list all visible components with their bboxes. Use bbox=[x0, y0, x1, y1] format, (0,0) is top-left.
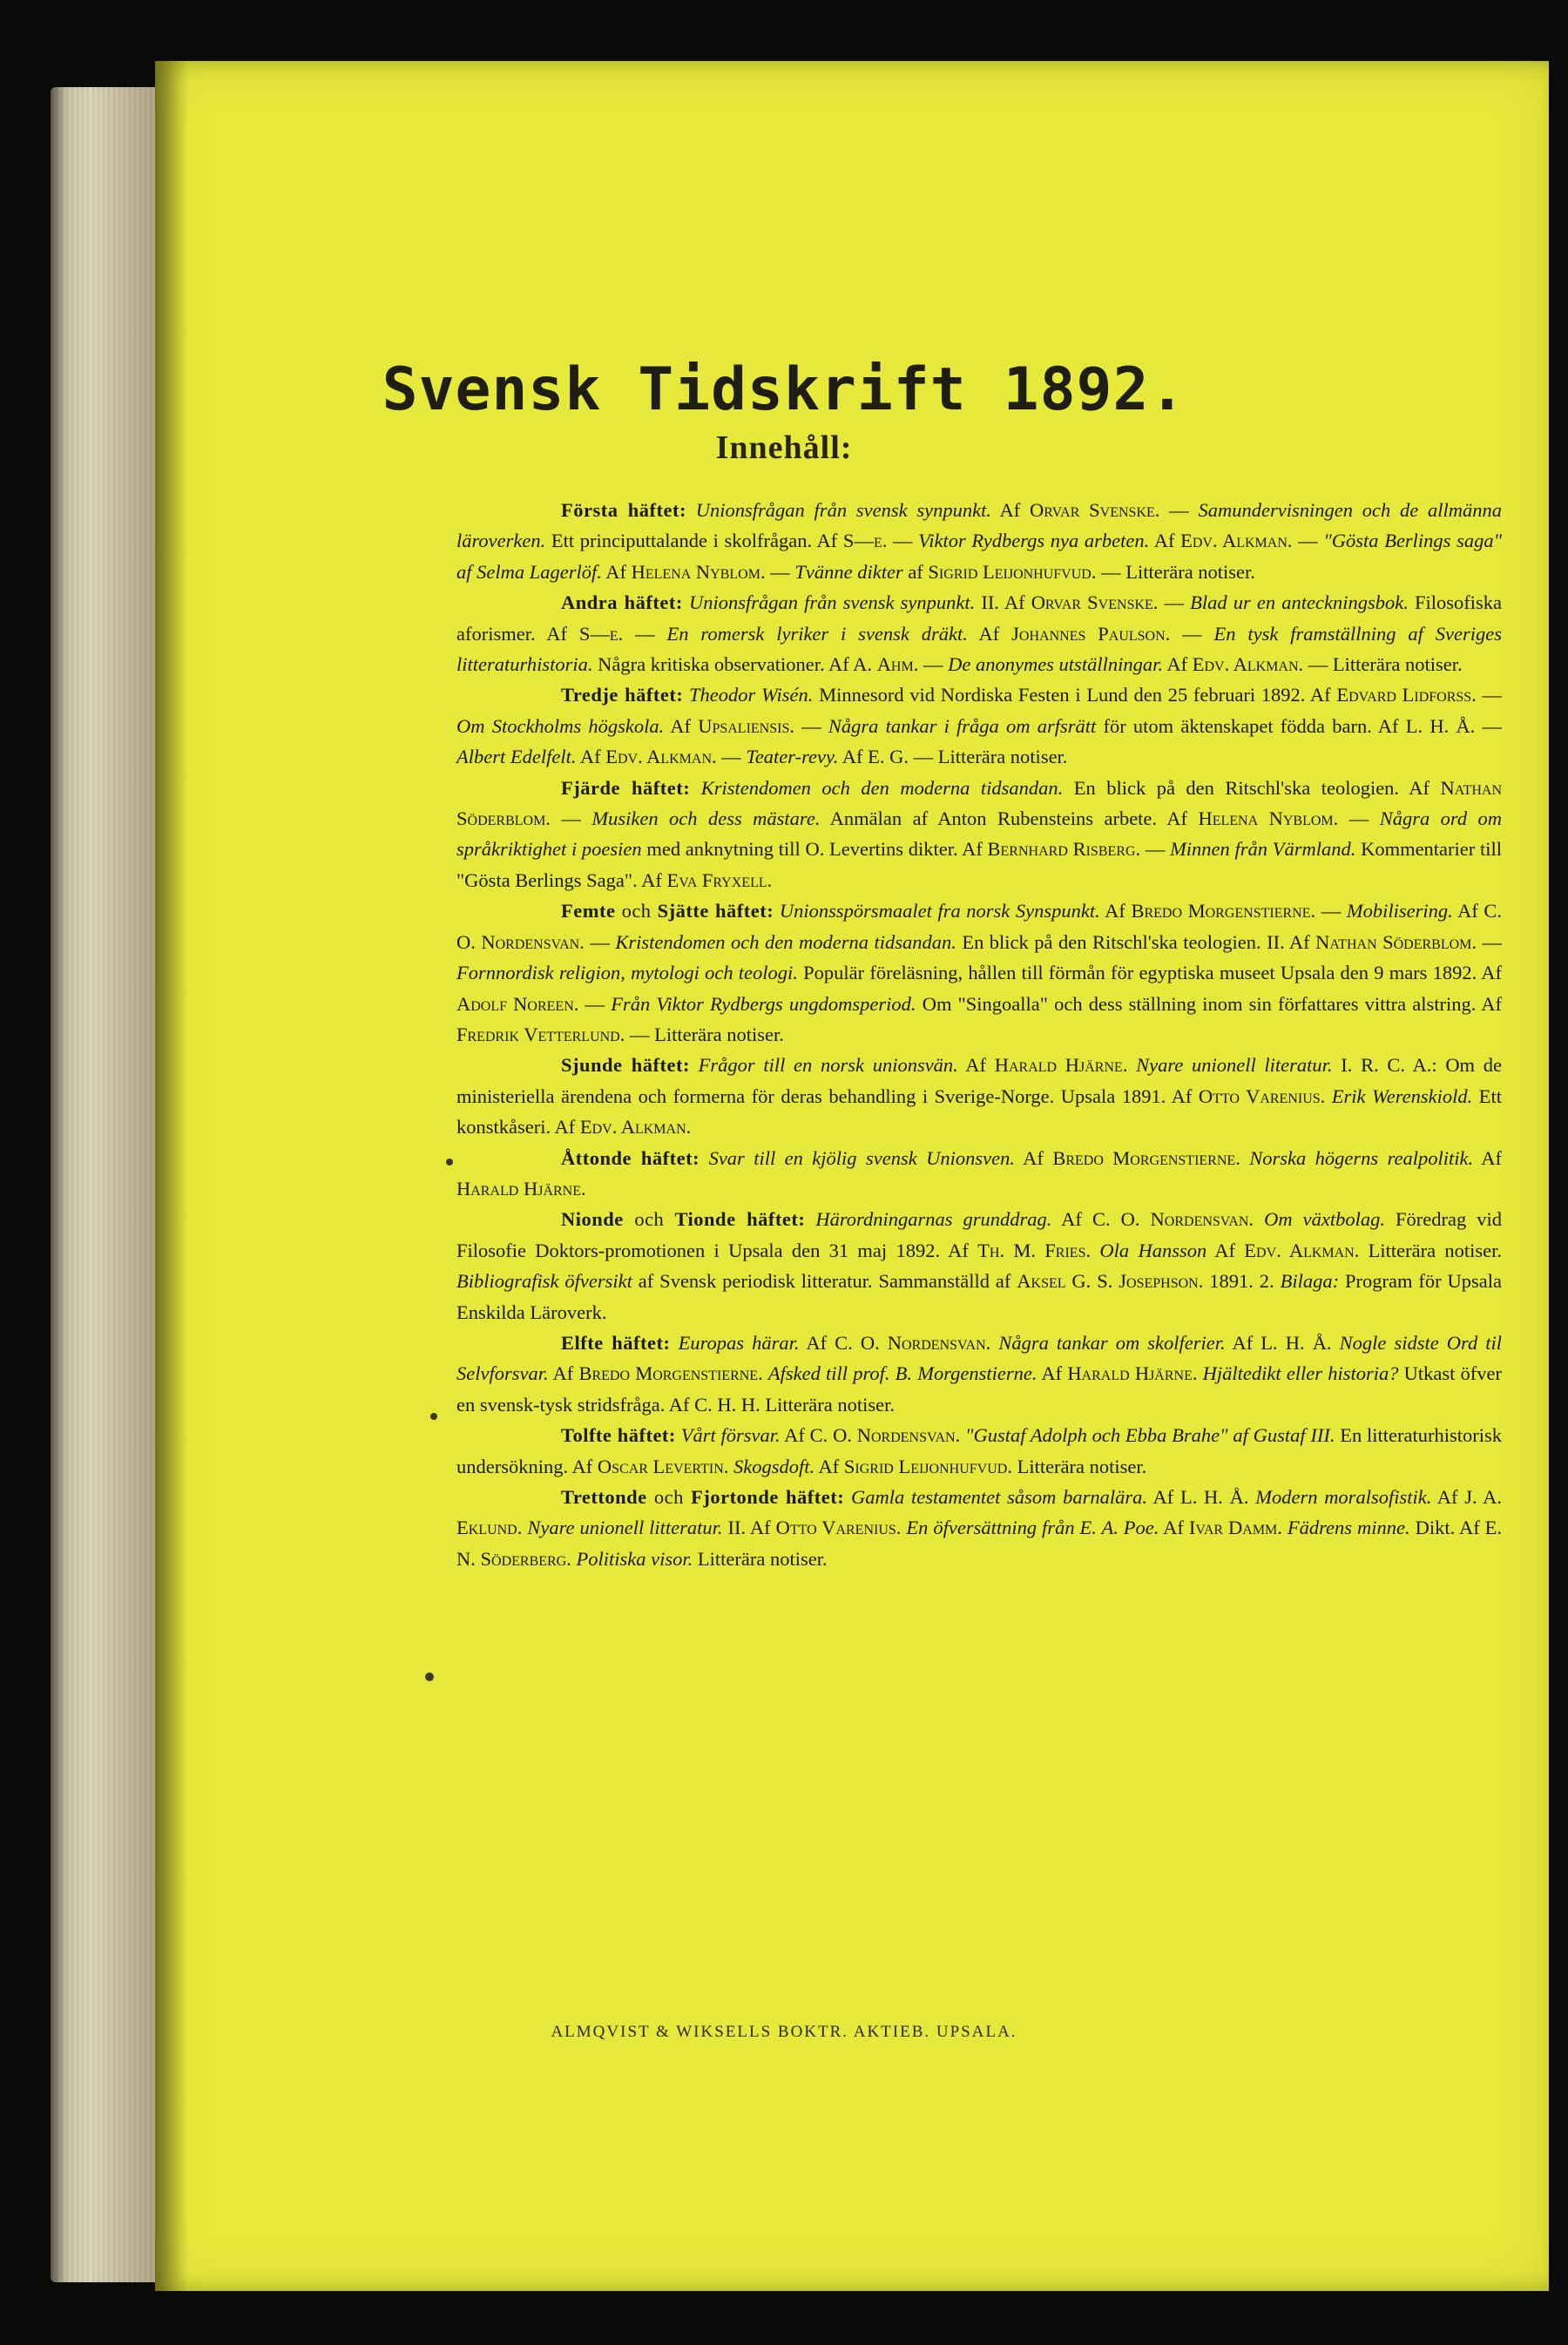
issue-text-13-14: Gamla testamentet såsom barnalära. Af L. H. Å. Modern moralsofistik. Af J. A. Eklund. Nyare unionell litteratur. II. Af Otto Varenius. En öfversättning från E. A. Poe. Af Ivar Damm. Fädrens minne. Dikt. Af E. N. Söderberg. Politiska visor. Litterära notiser. bbox=[456, 1486, 1503, 1570]
page-title: Svensk Tidskrift 1892. bbox=[382, 355, 1186, 424]
issue-text-7: Frågor till en norsk unionsvän. Af Harald Hjärne. Nyare unionell literatur. I. R. C. A.: Om de ministeriella ärendena och formerna för deras behandling i Sverige-Norge. Upsala 1891. Af Otto Varenius. Erik Werenskiold. Ett konstkåseri. Af Edv. Alkman. bbox=[456, 1054, 1502, 1139]
issue-head-12: Tolfte häftet: bbox=[561, 1424, 676, 1447]
issue-text-4: Kristendomen och den moderna tidsandan. En blick på den Ritschl'ska teologien. Af Nathan Söderblom. — Musiken och dess mästare. Anmälan af Anton Rubensteins arbete. Af Helena Nyblom. — Några ord om språkriktighet i poesien med anknytning till O. Levertins dikter. Af Bernhard Risberg. — Minnen från Värmland. Kommentarier till "Gösta Berlings Saga". Af Eva Fryxell. bbox=[456, 776, 1503, 891]
issue-head-13-14: Trettonde och Fjortonde häftet: bbox=[561, 1486, 845, 1508]
table-of-contents bbox=[456, 495, 1502, 1993]
issue-entry-5-6 bbox=[456, 895, 1502, 1050]
issue-head-9-10: Nionde och Tionde häftet: bbox=[561, 1208, 806, 1231]
ink-speck bbox=[446, 1159, 453, 1166]
issue-text-2: Unionsfrågan från svensk synpunkt. II. Af Orvar Svenske. — Blad ur en anteckningsbok. Filosofiska aforismer. Af S—e. — En romersk lyriker i svensk dräkt. Af Johannes Paulson. — En tysk framställning af Sveriges litteraturhistoria. Några kritiska observationer. Af A. Ahm. — De anonymes utställningar. Af Edv. Alkman. — Litterära notiser. bbox=[456, 591, 1503, 676]
ink-speck bbox=[425, 1673, 434, 1681]
contents-heading: Innehåll: bbox=[715, 429, 853, 466]
issue-text-5-6: Unionsspörsmaalet fra norsk Synspunkt. Af Bredo Morgenstierne. — Mobilisering. Af C. O. Nordensvan. — Kristendomen och den moderna tidsandan. En blick på den Ritschl'ska teologien. II. Af Nathan Söderblom. — Fornnordisk religion, mytologi och teologi. Populär föreläsning, hållen till förmån för egyptiska museet Upsala den 9 mars 1892. Af Adolf Noreen. — Från Viktor Rydbergs ungdomsperiod. Om "Singoalla" och dess ställning inom sin författares vittra alstring. Af Fredrik Vetterlund. — Litterära notiser. bbox=[456, 900, 1503, 1045]
issue-text-8: Svar till en kjölig svensk Unionsven. Af Bredo Morgenstierne. Norska högerns realpolitik. Af Harald Hjärne. bbox=[456, 1146, 1503, 1200]
issue-head-2: Andra häftet: bbox=[561, 591, 683, 614]
ink-speck bbox=[430, 1413, 437, 1420]
issue-entry-4 bbox=[456, 773, 1502, 896]
issue-entry-13-14 bbox=[456, 1482, 1502, 1574]
issue-entry-9-10 bbox=[456, 1204, 1502, 1328]
issue-entry-12 bbox=[456, 1420, 1502, 1482]
issue-head-8: Åttonde häftet: bbox=[561, 1146, 700, 1169]
issue-text-11: Europas härar. Af C. O. Nordensvan. Några tankar om skolferier. Af L. H. Å. Nogle sidste Ord til Selvforsvar. Af Bredo Morgenstierne. Afsked till prof. B. Morgenstierne. Af Harald Hjärne. Hjältedikt eller historia? Utkast öfver en svensk-tysk stridsfråga. Af C. H. H. Litterära notiser. bbox=[456, 1331, 1503, 1416]
issue-head-5-6: Femte och Sjätte häftet: bbox=[561, 900, 774, 922]
issue-head-7: Sjunde häftet: bbox=[561, 1054, 690, 1077]
issue-head-1: Första häftet: bbox=[561, 499, 686, 521]
issue-text-12: Vårt försvar. Af C. O. Nordensvan. "Gustaf Adolph och Ebba Brahe" af Gustaf III. En litteraturhistorisk undersökning. Af Oscar Levertin. Skogsdoft. Af Sigrid Leijonhufvud. Litterära notiser. bbox=[456, 1424, 1503, 1477]
issue-text-1: Unionsfrågan från svensk synpunkt. Af Orvar Svenske. — Samundervisningen och de allmänna läroverken. Ett principuttalande i skolfrågan. Af S—e. — Viktor Rydbergs nya arbeten. Af Edv. Alkman. — "Gösta Berlings saga" af Selma Lagerlöf. Af Helena Nyblom. — Tvänne dikter af Sigrid Leijonhufvud. — Litterära notiser. bbox=[456, 499, 1503, 583]
issue-text-9-10: Härordningarnas grunddrag. Af C. O. Nordensvan. Om växtbolag. Föredrag vid Filosofie Doktors-promotionen i Upsala den 31 maj 1892. Af Th. M. Fries. Ola Hansson Af Edv. Alkman. Litterära notiser. Bibliografisk öfversikt af Svensk periodisk litteratur. Sammanställd af Aksel G. S. Josephson. 1891. 2. Bilaga: Program för Upsala Enskilda Läroverk. bbox=[456, 1208, 1503, 1323]
issue-head-11: Elfte häftet: bbox=[561, 1331, 671, 1354]
issue-entry-11 bbox=[456, 1328, 1502, 1420]
issue-head-3: Tredje häftet: bbox=[561, 684, 684, 706]
issue-text-3: Theodor Wisén. Minnesord vid Nordiska Festen i Lund den 25 februari 1892. Af Edvard Lidforss. — Om Stockholms högskola. Af Upsaliensis. — Några tankar i fråga om arfsrätt för utom äktenskapet födda barn. Af L. H. Å. — Albert Edelfelt. Af Edv. Alkman. — Teater-revy. Af E. G. — Litterära notiser. bbox=[456, 684, 1502, 768]
issue-entry-3 bbox=[456, 679, 1502, 772]
issue-entry-1 bbox=[456, 495, 1502, 587]
issue-entry-8 bbox=[456, 1143, 1502, 1205]
issue-entry-7 bbox=[456, 1050, 1502, 1142]
issue-entry-2 bbox=[456, 587, 1502, 679]
issue-head-4: Fjärde häftet: bbox=[561, 776, 691, 799]
printer-imprint: ALMQVIST & WIKSELLS BOKTR. AKTIEB. UPSALA. bbox=[551, 2023, 1017, 2041]
